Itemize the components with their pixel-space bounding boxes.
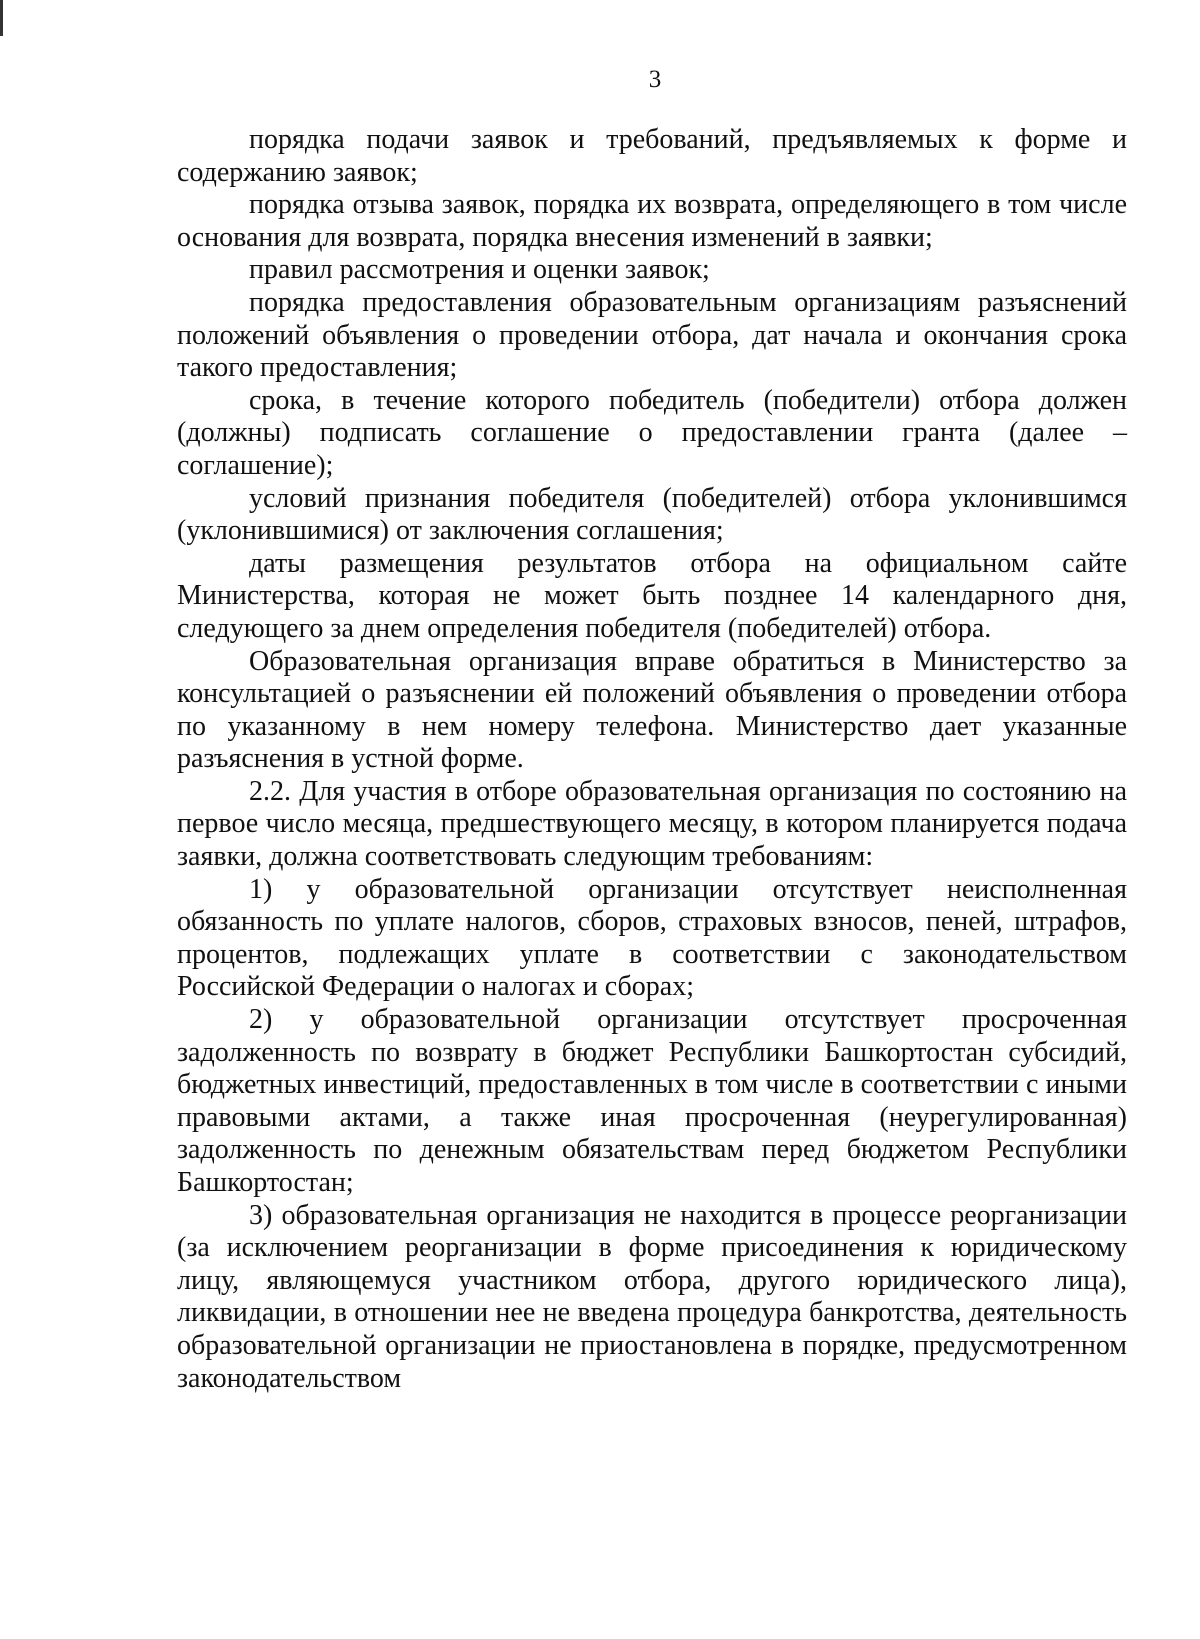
paragraph: срока, в течение которого победитель (победители) отбора должен (должны) подписать соглашение о предоставлении гранта (далее – соглашение); <box>177 384 1127 481</box>
paragraph: 2.2. Для участия в отборе образовательная организация по состоянию на первое число месяца, предшествующего месяцу, в котором планируется подача заявки, должна соответствовать следующим требованиям: <box>177 775 1127 873</box>
paragraph: 2) у образовательной организации отсутствует просроченная задолженность по возврату в бюджет Республики Башкортостан субсидий, бюджетных инвестиций, предоставленных в том числе в соответствии с иными правовыми актами, а также иная просроченная (неурегулированная) задолженность по денежным обязательствам перед бюджетом Республики Башкортостан; <box>177 1004 1127 1198</box>
paragraph: даты размещения результатов отбора на официальном сайте Министерства, которая не может быть позднее 14 календарного дня, следующего за днем определения победителя (победителей) отбора. <box>177 547 1127 644</box>
paragraph: условий признания победителя (победителей) отбора уклонившимся (уклонившимися) от заключения соглашения; <box>177 482 1127 547</box>
paragraph: 1) у образовательной организации отсутствует неисполненная обязанность по уплате налогов, сборов, страховых взносов, пеней, штрафов, процентов, подлежащих уплате в соответствии с законодательством Российской Федерации о налогах и сборах; <box>177 873 1127 1003</box>
paragraph-continued: 3) образовательная организация не находится в процессе реорганизации (за исключением реорганизации в форме присоединения к юридическому лицу, являющемуся участником отбора, другого юридического лица), ликвидации, в отношении нее не введена процедура банкротства, деятельность образовательной организации не приостановлена в порядке, предусмотренном законодательством <box>177 1199 1127 1394</box>
paragraph: Образовательная организация вправе обратиться в Министерство за консультацией о разъяснении ей положений объявления о проведении отбора по указанному в нем номеру телефона. Министерство дает указанные разъяснения в устной форме. <box>177 645 1127 775</box>
paragraph: порядка подачи заявок и требований, предъявляемых к форме и содержанию заявок; <box>177 124 1127 188</box>
paragraph: порядка отзыва заявок, порядка их возврата, определяющего в том числе основания для возврата, порядка внесения изменений в заявки; <box>177 189 1127 253</box>
document-body <box>177 124 1127 1395</box>
page-number: 3 <box>648 66 662 93</box>
paragraph: порядка предоставления образовательным организациям разъяснений положений объявления о проведении отбора, дат начала и окончания срока такого предоставления; <box>177 286 1127 384</box>
paragraph: правил рассмотрения и оценки заявок; <box>249 254 710 286</box>
scan-edge-mark <box>0 0 3 36</box>
